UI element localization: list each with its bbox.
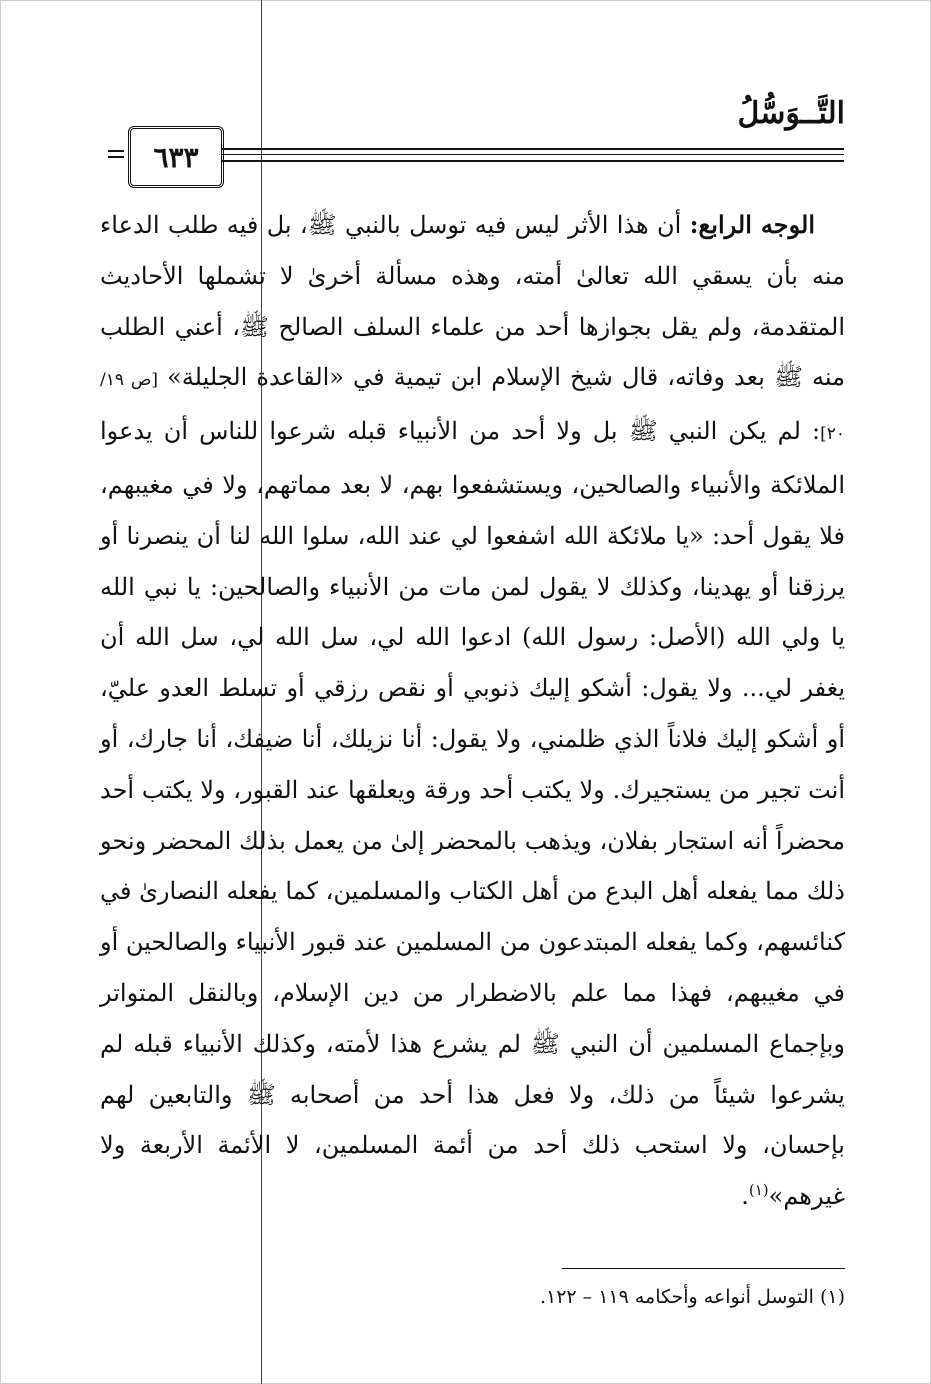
footnote: (١) التوسل أنواعه وأحكامه ١١٩ – ١٢٢. [539, 1286, 845, 1308]
header-rule-end-mark [108, 150, 124, 158]
running-title: التَّــوَسُّلُ [737, 96, 845, 131]
header-rule [222, 148, 844, 150]
page-number: ٦٣٣ [128, 126, 224, 188]
header-rule-lower [222, 160, 844, 162]
citation: [ص ١٩/ ٢٠] [100, 370, 845, 445]
body-text [100, 200, 845, 1222]
text-segment: أن هذا الأثر ليس فيه توسل بالنبي ﷺ، بل فيه طلب الدعاء منه بأن يسقي الله تعالىٰ أمته، وهذه مسألة أخرىٰ لا تشملها الأحاديث المتقدمة، ولم يقل بجوازها أحد من علماء السلف الصالح ﷺ، أعني الطلب منه ﷺ بعد وفاته، قال شيخ الإسلام ابن تيمية في «القاعدة الجليلة» [100, 211, 845, 392]
text-segment: : لم يكن النبي ﷺ بل ولا أحد من الأنبياء قبله شرعوا للناس أن يدعوا الملائكة والأنبياء والصالحين، ويستشفعوا بهم، لا بعد مماتهم، ولا في مغيبهم، فلا يقول أحد: «يا ملائكة الله اشفعوا لي عند الله، سلوا الله لنا أن ينصرنا أو يرزقنا أو يهدينا، وكذلك لا يقول لمن مات من الأنبياء والصالحين: يا نبي الله يا ولي الله (الأصل: رسول الله) ادعوا الله لي، سل الله لي، سل الله أن يغفر لي... ولا يقول: أشكو إليك ذنوبي أو نقص رزقي أو تسلط العدو عليّ، أو أشكو إليك فلاناً الذي ظلمني، ولا يقول: أنا نزيلك، أنا ضيفك، أنا جارك، أو أنت تجير من يستجيرك. ولا يكتب أحد ورقة ويعلقها عند القبور، ولا يكتب أحد محضراً أنه استجار بفلان، ويذهب بالمحضر إلىٰ من يعمل بذلك المحضر ونحو ذلك مما يفعله أهل البدع من أهل الكتاب والمسلمين، كما يفعله النصارىٰ في كنائسهم، وكما يفعله المبتدعون من المسلمين عند قبور الأنبياء والصالحين أو في مغيبهم، فهذا مما علم بالاضطرار من دين الإسلام، وبالنقل المتواتر وبإجماع المسلمين أن النبي ﷺ لم يشرع هذا لأمته، وكذلك الأنبياء قبله لم يشرعوا شيئاً من ذلك، ولا فعل هذا أحد من أصحابه ﷺ والتابعين لهم بإحسان، ولا استحب ذلك أحد من أئمة المسلمين، لا الأئمة الأربعة ولا غيرهم» [100, 417, 845, 1211]
end-period: . [741, 1182, 749, 1211]
footnote-marker: (١) [748, 1181, 769, 1200]
footnote-separator [562, 1268, 845, 1269]
header-rule-inner [222, 154, 844, 155]
section-lead: الوجه الرابع: [689, 210, 815, 239]
paragraph [100, 200, 845, 1222]
